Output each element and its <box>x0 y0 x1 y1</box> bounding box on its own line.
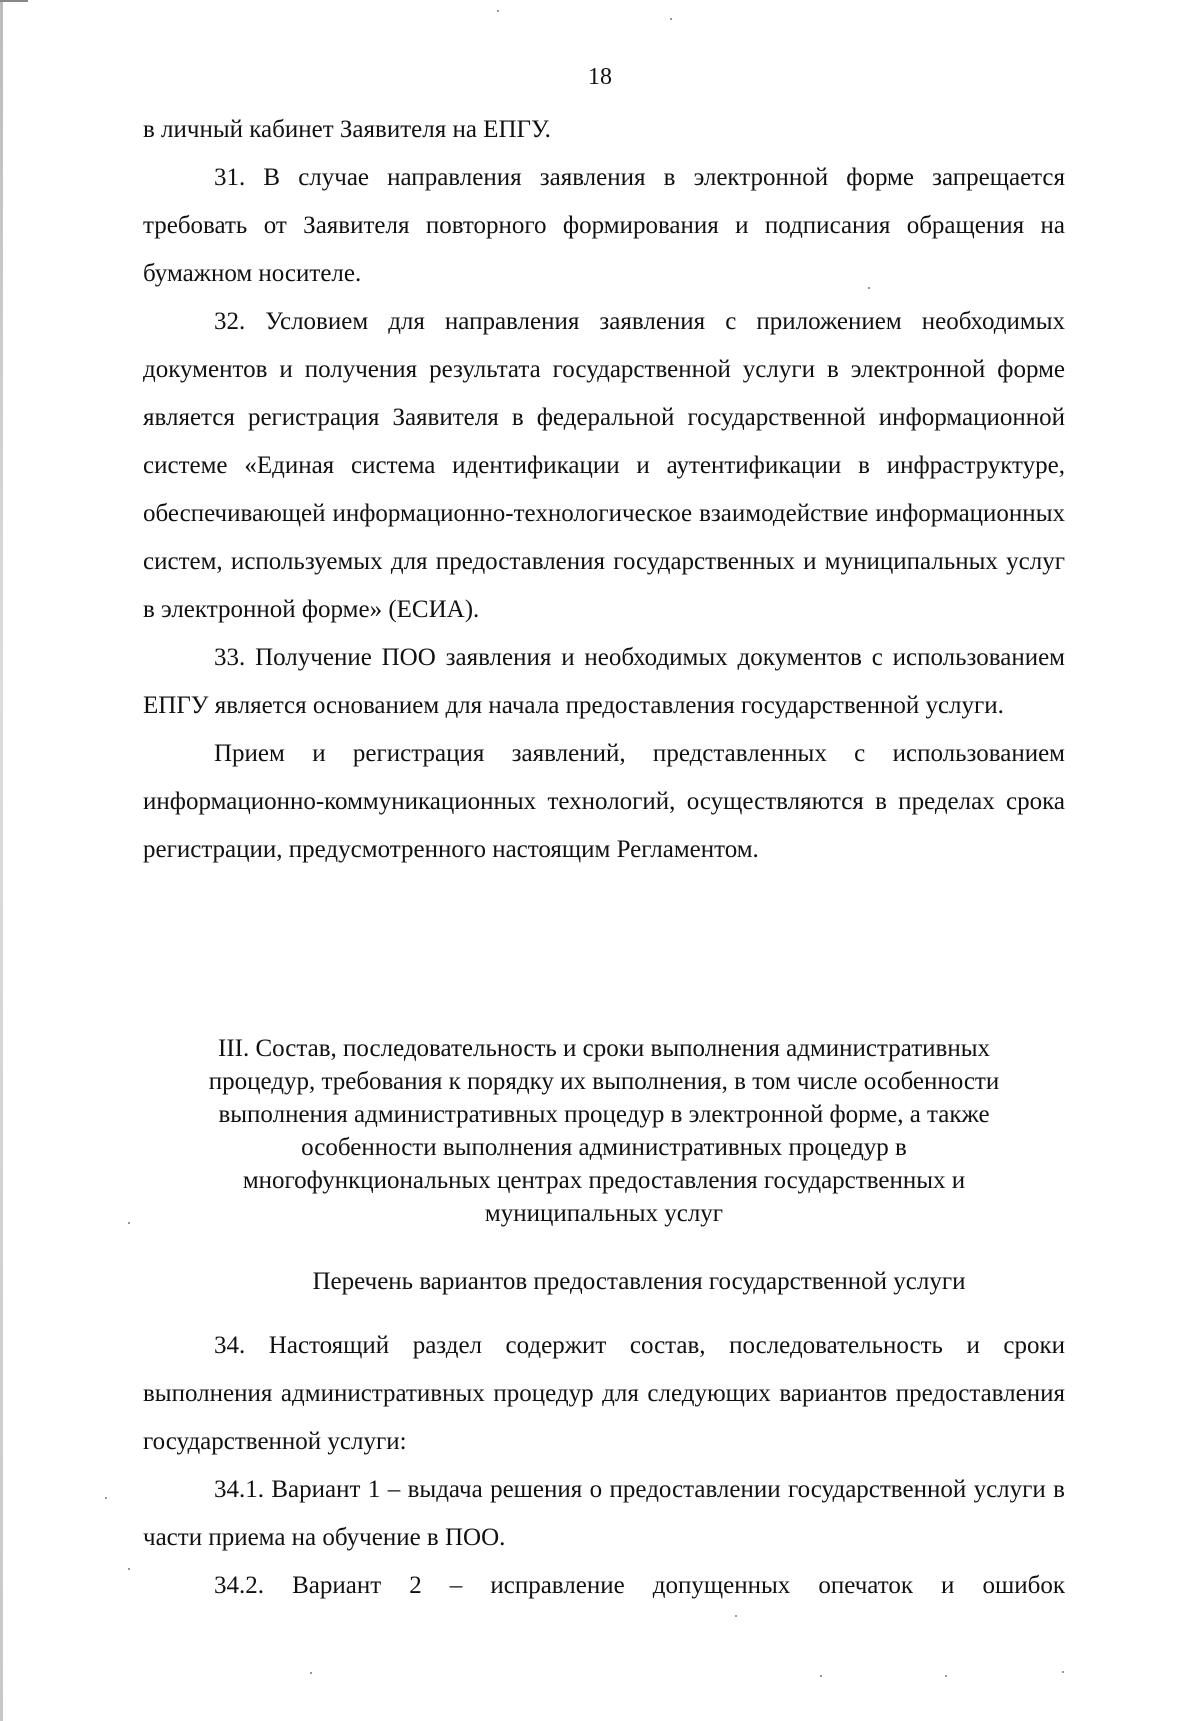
scan-speck <box>128 1222 130 1224</box>
scan-speck <box>105 1497 107 1499</box>
paragraph-34-1: 34.1. Вариант 1 – выдача решения о предоставлении государственной услуги в части приема на обучение в ПОО. <box>143 1476 1065 1551</box>
paragraph-33: 33. Получение ПОО заявления и необходимых документов с использованием ЕПГУ является основанием для начала предоставления государственной услуги. <box>143 644 1065 719</box>
scan-speck <box>820 1675 822 1677</box>
scan-speck <box>128 1568 130 1570</box>
page-number: 18 <box>588 64 612 90</box>
section-heading <box>143 1032 1065 1230</box>
paragraph-continuation: в личный кабинет Заявителя на ЕПГУ. <box>143 116 551 143</box>
scan-speck <box>945 1675 947 1677</box>
body-block-2 <box>143 1322 1065 1610</box>
paragraph-31: 31. В случае направления заявления в электронной форме запрещается требовать от Заявителя повторного формирования и подписания обращения на бумажном носителе. <box>143 164 1065 287</box>
section-heading-line: процедур, требования к порядку их выполнения, в том числе особенности <box>208 1068 1000 1095</box>
body-block-1 <box>143 106 1065 874</box>
section-heading-line: муниципальных услуг <box>484 1200 724 1227</box>
scan-speck <box>670 18 672 20</box>
paragraph-34-2: 34.2. Вариант 2 – исправление допущенных опечаток и ошибок <box>214 1572 1065 1599</box>
section-heading-line: III. Состав, последовательность и сроки выполнения административных <box>218 1035 990 1062</box>
section-heading-line: выполнения административных процедур в электронной форме, а также <box>218 1101 990 1128</box>
section-heading-line: многофункциональных центрах предоставления государственных и <box>242 1167 966 1194</box>
paragraph-registration: Прием и регистрация заявлений, представленных с использованием информационно-коммуникационных технологий, осуществляются в пределах срока регистрации, предусмотренного настоящим Регламентом. <box>143 740 1065 863</box>
scan-speck <box>1062 1671 1064 1673</box>
paragraph-32: 32. Условием для направления заявления с приложением необходимых документов и получения результата государственной услуги в электронной форме является регистрация Заявителя в федеральной государственной информационной системе «Единая система идентификации и аутентификации в инфраструктуре, обеспечивающей информационно-технологическое взаимодействие информационных систем, используемых для предоставления государственных и муниципальных услуг в электронной форме» (ЕСИА). <box>143 308 1065 623</box>
scan-speck <box>868 287 870 289</box>
scan-corner-mark <box>0 0 28 2</box>
paragraph-34: 34. Настоящий раздел содержит состав, последовательность и сроки выполнения административных процедур для следующих вариантов предоставления государственной услуги: <box>143 1332 1065 1455</box>
scan-left-edge <box>0 0 3 1721</box>
scan-speck <box>497 10 499 12</box>
scan-speck <box>310 1672 312 1674</box>
subsection-heading: Перечень вариантов предоставления государственной услуги <box>312 1268 966 1295</box>
scan-speck <box>735 1615 737 1617</box>
section-heading-line: особенности выполнения административных процедур в <box>301 1134 907 1161</box>
